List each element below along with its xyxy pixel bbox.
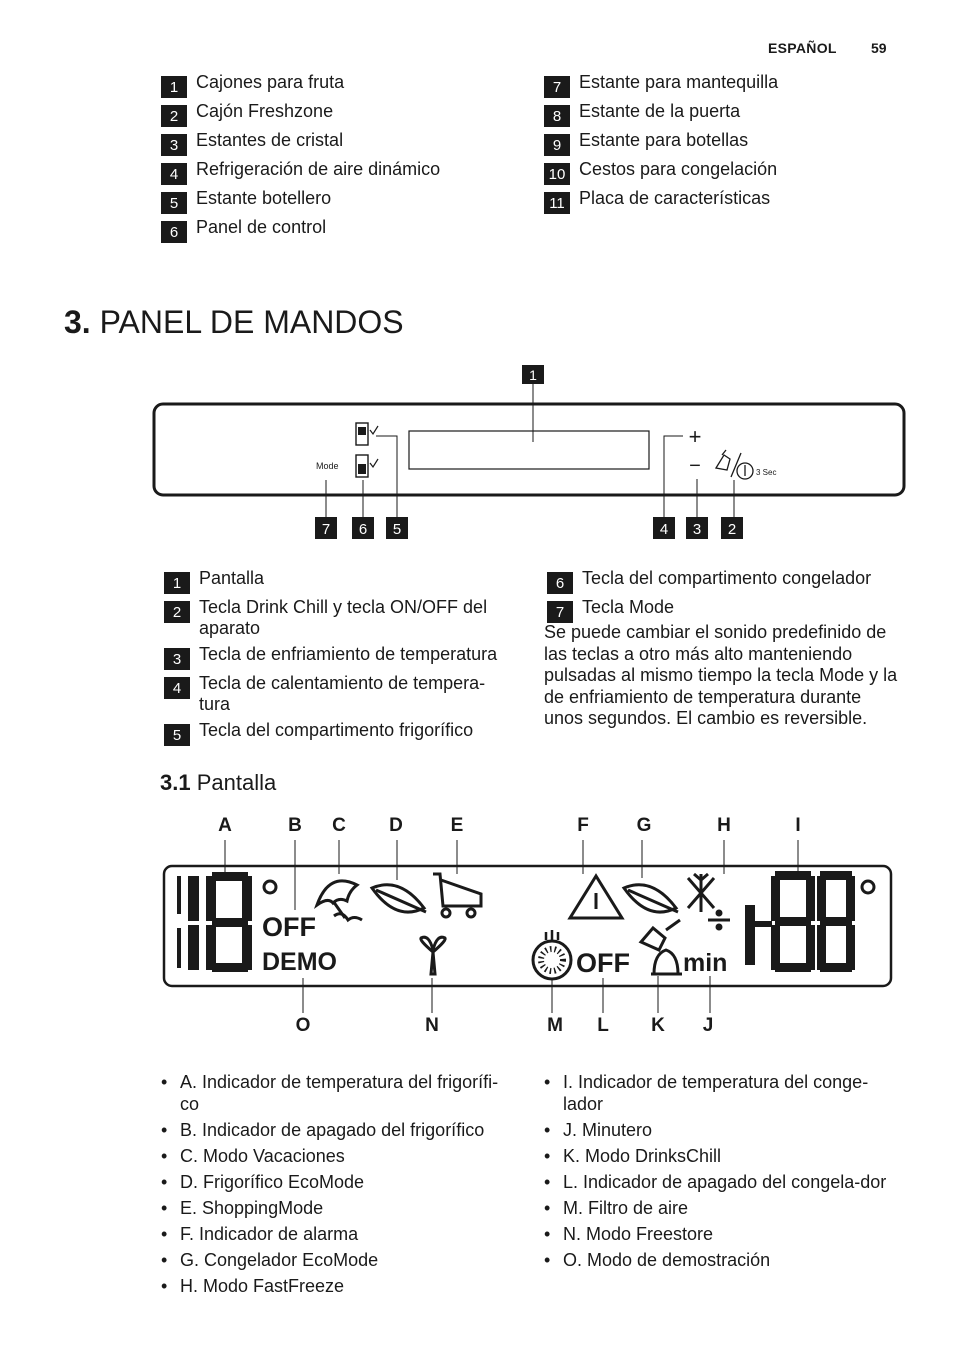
list-item: • N. Modo Freestore: [544, 1224, 889, 1246]
list-item: [544, 188, 904, 212]
list-item: • I. Indicador de temperatura del conge-lador: [544, 1072, 889, 1115]
list-item: • E. ShoppingMode: [161, 1198, 516, 1220]
label-letter: O: [295, 1015, 311, 1036]
controls-list-left: [164, 568, 514, 749]
list-item: [164, 568, 514, 592]
list-item: [164, 720, 514, 744]
label-letter: B: [288, 815, 302, 836]
list-item: [544, 101, 904, 125]
list-item: • L. Indicador de apagado del congela-dor: [544, 1172, 889, 1194]
number-badge: 9: [544, 134, 570, 156]
fridge-compartment-key-icon[interactable]: [356, 423, 378, 445]
list-item: [544, 130, 904, 154]
label-letter: N: [425, 1015, 439, 1036]
number-badge: 6: [547, 572, 573, 594]
shopping-cart-icon: [433, 874, 481, 917]
number-badge: 2: [164, 601, 190, 623]
number-badge: 4: [164, 677, 190, 699]
demo-indicator: DEMO: [262, 948, 337, 976]
freezer-temperature-digits: [745, 871, 855, 972]
list-item: • D. Frigorífico EcoMode: [161, 1172, 516, 1194]
list-item: • M. Filtro de aire: [544, 1198, 889, 1220]
subsection-heading: [160, 770, 276, 796]
label-letter: I: [795, 815, 801, 836]
display-diagram: [0, 810, 954, 1040]
list-item: • F. Indicador de alarma: [161, 1224, 516, 1246]
drinkschill-icon: [641, 920, 682, 974]
list-item-label: Estante botellero: [196, 188, 332, 208]
callout-badge-3: [686, 517, 708, 539]
list-item: [161, 217, 521, 241]
header-language: ESPAÑOL: [768, 40, 837, 56]
list-item-label: Refrigeración de aire dinámico: [196, 159, 441, 179]
list-item: [164, 597, 514, 639]
number-badge: 10: [544, 163, 570, 185]
list-item: [161, 159, 521, 183]
list-item: • K. Modo DrinksChill: [544, 1146, 889, 1168]
list-item: • B. Indicador de apagado del frigorífico: [161, 1120, 516, 1142]
list-item: [161, 72, 521, 96]
leaf-icon: [624, 885, 678, 912]
list-item-label: Estante de la puerta: [579, 101, 741, 121]
number-badge: 1: [164, 572, 190, 594]
callout-label-1: 1: [529, 367, 537, 383]
list-item: [161, 130, 521, 154]
label-letter: L: [597, 1015, 609, 1036]
parts-list-left: [161, 72, 521, 246]
mode-key-label[interactable]: Mode: [316, 461, 339, 471]
list-item: • J. Minutero: [544, 1120, 889, 1142]
fridge-temperature-digits: [177, 872, 252, 972]
number-badge: 4: [161, 163, 187, 185]
control-panel-outline: [154, 404, 904, 495]
parts-list-right: [544, 72, 904, 217]
callout-badge-4: [653, 517, 675, 539]
fan-icon: [421, 937, 446, 974]
svg-text:4: 4: [659, 521, 669, 538]
svg-text:6: 6: [358, 521, 368, 538]
section-title: PANEL DE MANDOS: [99, 304, 404, 340]
subsection-number: 3.1: [160, 770, 191, 795]
list-item: [547, 597, 907, 621]
callout-badge-5: [386, 517, 408, 539]
svg-text:2: 2: [727, 521, 737, 538]
display-window: [409, 431, 649, 469]
label-letter: K: [651, 1015, 665, 1036]
snowflake-icon: [688, 874, 730, 929]
degree-icon: [264, 881, 276, 893]
freezer-compartment-key-icon[interactable]: [356, 455, 378, 477]
list-item-label: Cestos para congelación: [579, 159, 778, 179]
controls-note: Se puede cambiar el sonido predefinido de las teclas a otro más alto manteniendo pulsadas al mismo tiempo la tecla Mode y la de enfriamiento de temperatura durante unos segundos. El cambio es reversible.: [544, 622, 898, 728]
minute-minder-indicator: min: [683, 949, 728, 977]
subsection-title: Pantalla: [196, 770, 277, 795]
list-item: • H. Modo FastFreeze: [161, 1276, 516, 1298]
list-item: [547, 568, 907, 592]
label-letter: H: [717, 815, 731, 836]
number-badge: 3: [161, 134, 187, 156]
section-number: 3.: [64, 304, 91, 340]
freezer-off-indicator: OFF: [576, 948, 630, 978]
air-filter-icon: [533, 930, 571, 979]
label-letter: A: [218, 815, 232, 836]
svg-text:5: 5: [392, 521, 402, 538]
list-item-label: Cajón Freshzone: [196, 101, 334, 121]
number-badge: 3: [164, 648, 190, 670]
leader-line: [376, 436, 397, 517]
list-item-label: Tecla Drink Chill y tecla ON/OFF del aparato: [199, 597, 488, 638]
number-badge: 2: [161, 105, 187, 127]
label-letter: D: [389, 815, 403, 836]
callout-badge-6: [352, 517, 374, 539]
plus-key-icon[interactable]: +: [688, 424, 702, 449]
control-panel-diagram: [0, 360, 954, 550]
list-item: • O. Modo de demostración: [544, 1250, 889, 1272]
label-letter: G: [636, 815, 652, 836]
list-item: [164, 673, 514, 715]
list-item: [161, 101, 521, 125]
list-item: • C. Modo Vacaciones: [161, 1146, 516, 1168]
list-item-label: Panel de control: [196, 217, 327, 237]
leaf-icon: [372, 885, 426, 912]
list-item: • A. Indicador de temperatura del frigorífi-co: [161, 1072, 516, 1115]
degree-icon: [862, 881, 874, 893]
svg-text:7: 7: [321, 521, 331, 538]
list-item: [544, 159, 904, 183]
list-item-label: Tecla del compartimento congelador: [582, 568, 872, 588]
number-badge: 6: [161, 221, 187, 243]
number-badge: 7: [547, 601, 573, 623]
list-item-label: Tecla Mode: [582, 597, 675, 617]
label-letter: C: [332, 815, 346, 836]
list-item-label: Tecla de enfriamiento de temperatura: [199, 644, 498, 664]
list-item-label: Estante para botellas: [579, 130, 749, 150]
controls-list-right: [547, 568, 907, 626]
list-item-label: Estante para mantequilla: [579, 72, 779, 92]
list-item-label: Cajones para fruta: [196, 72, 345, 92]
list-item-label: Tecla de calentamiento de tempera-tura: [199, 673, 486, 714]
list-item-label: Pantalla: [199, 568, 265, 588]
list-item: • G. Congelador EcoMode: [161, 1250, 516, 1272]
list-item: [161, 188, 521, 212]
list-item-label: Estantes de cristal: [196, 130, 344, 150]
number-badge: 11: [544, 192, 570, 214]
svg-text:3: 3: [692, 521, 702, 538]
label-letter: F: [577, 815, 589, 836]
leader-line: [664, 436, 683, 517]
three-seconds-label: 3 Sec: [756, 468, 777, 477]
callout-badge-2: [721, 517, 743, 539]
alarm-icon: [570, 876, 622, 918]
number-badge: 5: [164, 724, 190, 746]
label-letter: M: [547, 1015, 563, 1036]
indicator-list-left: [161, 1072, 516, 1302]
number-badge: 1: [161, 76, 187, 98]
umbrella-icon: [317, 881, 362, 920]
number-badge: 8: [544, 105, 570, 127]
number-badge: 5: [161, 192, 187, 214]
list-item-label: Tecla del compartimento frigorífico: [199, 720, 474, 740]
list-item-label: Placa de características: [579, 188, 771, 208]
minus-key-icon[interactable]: −: [689, 455, 701, 477]
callout-badge-7: [315, 517, 337, 539]
label-letter: J: [702, 1015, 714, 1036]
section-heading: [64, 302, 404, 342]
list-item: [544, 72, 904, 96]
indicator-list-right: [544, 1072, 889, 1276]
drinkchill-onoff-key-icon[interactable]: [716, 450, 753, 479]
fridge-off-indicator: OFF: [262, 912, 316, 942]
list-item: [164, 644, 514, 668]
page-number: 59: [871, 40, 887, 56]
label-letter: E: [450, 815, 464, 836]
number-badge: 7: [544, 76, 570, 98]
